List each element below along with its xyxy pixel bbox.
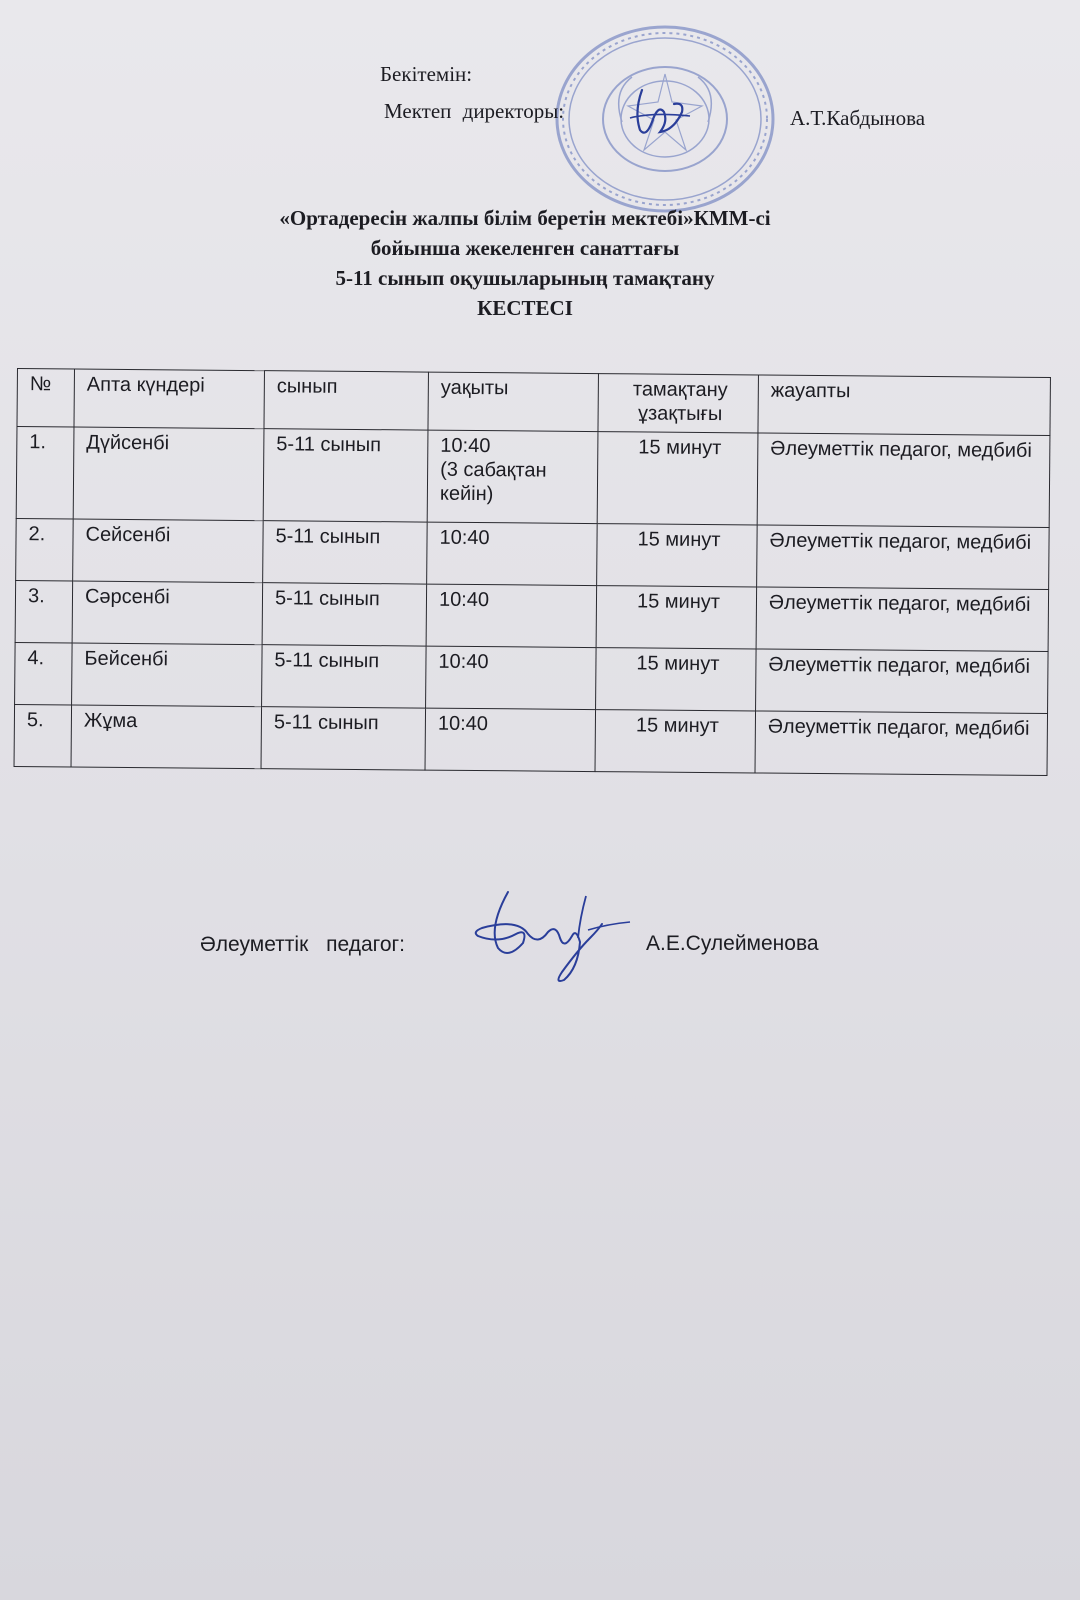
cell-responsible: Әлеуметтік педагог, медбибі xyxy=(756,587,1049,652)
table-header-row xyxy=(17,369,1050,436)
cell-duration: 15 минут xyxy=(596,586,757,649)
pedagog-label: Әлеуметтік педагог: xyxy=(200,933,405,956)
cell-duration: 15 минут xyxy=(596,648,757,711)
cell-day: Сейсенбі xyxy=(73,519,264,583)
meal-schedule-table xyxy=(14,368,1051,776)
cell-num: 4. xyxy=(15,642,73,704)
cell-responsible: Әлеуметтік педагог, медбибі xyxy=(757,433,1050,528)
cell-class: 5-11 сынып xyxy=(263,429,428,522)
cell-duration: 15 минут xyxy=(597,432,758,525)
cell-num: 1. xyxy=(16,427,74,519)
header-class: сынып xyxy=(264,371,428,430)
cell-class: 5-11 сынып xyxy=(262,645,427,708)
table-row xyxy=(16,427,1050,528)
title-line-3: 5-11 сынып оқушыларының тамақтану xyxy=(335,266,715,290)
cell-time: 10:40 xyxy=(426,646,597,709)
table-row xyxy=(15,642,1049,713)
header-time: уақыты xyxy=(428,372,598,431)
cell-time: 10:40 xyxy=(427,522,598,585)
document-title xyxy=(0,203,1050,323)
cell-responsible: Әлеуметтік педагог, медбибі xyxy=(757,525,1050,590)
cell-num: 2. xyxy=(16,518,74,580)
approve-label: Бекітемін: xyxy=(380,62,473,86)
director-signature xyxy=(612,82,702,142)
header-duration: тамақтану ұзақтығы xyxy=(598,374,759,433)
title-line-4: КЕСТЕСІ xyxy=(477,296,573,320)
cell-responsible: Әлеуметтік педагог, медбибі xyxy=(756,649,1049,714)
cell-duration: 15 минут xyxy=(595,710,756,773)
cell-day: Бейсенбі xyxy=(72,643,263,707)
cell-time: 10:40 xyxy=(426,584,597,647)
header-responsible: жауапты xyxy=(758,375,1050,436)
title-line-1: «Ортадересін жалпы білім беретін мектебі»КММ-сі xyxy=(279,206,771,230)
cell-day: Жұма xyxy=(71,705,262,769)
title-line-2: бойынша жекеленген санаттағы xyxy=(370,236,680,260)
pedagog-signature xyxy=(468,888,633,988)
table-row xyxy=(16,518,1050,589)
cell-time xyxy=(427,430,598,523)
table-row xyxy=(15,580,1049,651)
cell-responsible: Әлеуметтік педагог, медбибі xyxy=(755,711,1048,776)
director-label: Мектеп директоры: xyxy=(384,99,565,123)
header-num: № xyxy=(17,369,75,427)
director-name: А.Т.Кабдынова xyxy=(790,106,926,130)
time-value: 10:40 xyxy=(440,434,491,458)
cell-time: 10:40 xyxy=(425,708,596,771)
cell-day: Дүйсенбі xyxy=(73,427,264,521)
table-row xyxy=(14,704,1048,775)
time-note: (3 сабақтан кейін) xyxy=(439,458,547,506)
cell-class: 5-11 сынып xyxy=(262,583,427,646)
cell-day: Сәрсенбі xyxy=(72,581,263,645)
cell-duration: 15 минут xyxy=(597,524,758,587)
pedagog-name: А.Е.Сулейменова xyxy=(646,932,819,955)
cell-num: 5. xyxy=(14,704,72,766)
cell-class: 5-11 сынып xyxy=(261,707,426,770)
cell-class: 5-11 сынып xyxy=(263,521,428,584)
cell-num: 3. xyxy=(15,580,73,642)
header-day: Апта күндері xyxy=(74,369,264,429)
